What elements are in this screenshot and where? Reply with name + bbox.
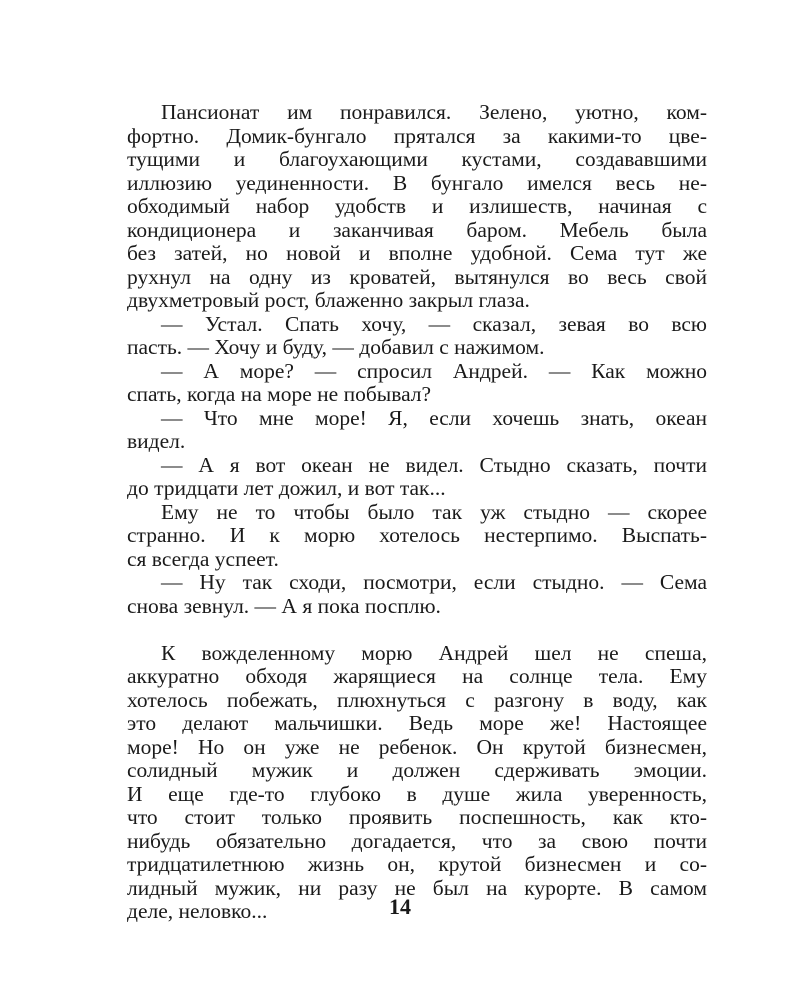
text-line: море! Но он уже не ребенок. Он крутой бизнесмен, (127, 734, 707, 759)
text-line: видел. (127, 429, 186, 453)
text-line: пасть. — Хочу и буду, — добавил с нажимом. (127, 335, 545, 359)
section-break (127, 618, 707, 642)
text-line: — А море? — спросил Андрей. — Как можно (161, 358, 707, 383)
text-line: лидный мужик, ни разу не был на курорте. В самом (127, 875, 707, 900)
text-line: снова зевнул. — А я пока посплю. (127, 593, 441, 618)
text-line: — Ну так сходи, посмотри, если стыдно. — Сема (161, 570, 707, 594)
text-line: до тридцати лет дожил, и вот так... (127, 476, 446, 500)
text-line: деле, неловко... (127, 899, 268, 923)
text-line: это делают мальчишки. Ведь море же! Настоящее (127, 711, 707, 735)
text-line: аккуратно обходя жарящиеся на солнце тела. Ему (127, 664, 707, 688)
text-line: солидный мужик и должен сдерживать эмоции. (127, 758, 707, 782)
text-line: что стоит только проявить поспешность, как кто- (127, 805, 707, 829)
text-line: обходимый набор удобств и излишеств, начиная с (127, 194, 707, 218)
text-line: ся всегда успеет. (127, 546, 279, 571)
text-line: без затей, но новой и вполне удобной. Сема тут же (127, 241, 707, 265)
page-number: 14 (389, 894, 411, 919)
text-line: К вожделенному морю Андрей шел не спеша, (161, 640, 707, 665)
text-line: рухнул на одну из кроватей, вытянулся во весь свой (127, 264, 707, 289)
text-line: двухметровый рост, блаженно закрыл глаза. (127, 288, 530, 312)
text-line: тридцатилетнюю жизнь он, крутой бизнесмен и со- (127, 852, 707, 876)
body-text (127, 101, 707, 924)
text-line: хотелось побежать, плюхнуться с разгону в воду, как (127, 687, 707, 712)
text-line: спать, когда на море не побывал? (127, 382, 432, 406)
text-line: Пансионат им понравился. Зелено, уютно, ком- (161, 100, 707, 124)
text-line: фортно. Домик-бунгало прятался за какими-то цве- (127, 123, 707, 148)
text-line: Ему не то чтобы было так уж стыдно — скорее (161, 499, 707, 524)
text-line: тущими и благоухающими кустами, создававшими (127, 147, 707, 171)
text-line: иллюзию уединенности. В бунгало имелся весь не- (127, 170, 707, 195)
text-line: — Что мне море! Я, если хочешь знать, океан (161, 405, 707, 430)
text-line: кондиционера и заканчивая баром. Мебель была (127, 217, 707, 242)
text-line: — А я вот океан не видел. Стыдно сказать, почти (161, 452, 707, 477)
text-line: странно. И к морю хотелось нестерпимо. Выспать- (127, 523, 707, 547)
text-line: — Устал. Спать хочу, — сказал, зевая во всю (161, 311, 707, 336)
text-line: И еще где-то глубоко в душе жила уверенность, (127, 781, 707, 806)
text-line: нибудь обязательно догадается, что за свою почти (127, 828, 707, 853)
